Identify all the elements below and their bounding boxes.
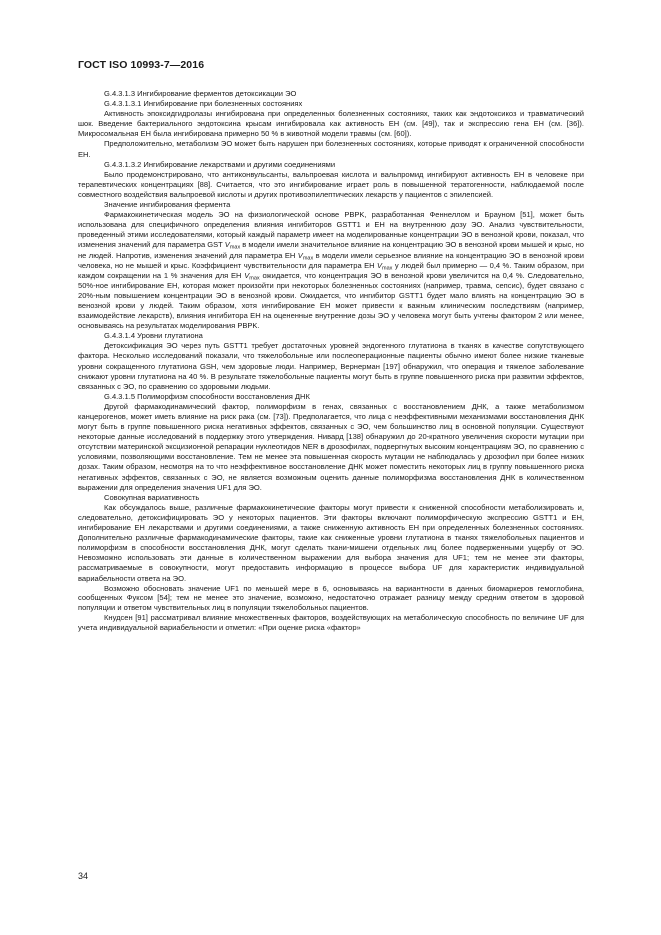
document-body bbox=[78, 89, 584, 633]
paragraph-knudsen: Кнудсен [91] рассматривал влияние множественных факторов, воздействующих на метаболическую способность по величине UF для учета индивидуальной вариабельности и отметил: «При оценке риска «фактор» bbox=[78, 612, 584, 632]
subheading-enzyme-inhibition: Значение ингибирования фермента bbox=[104, 200, 231, 210]
paragraph-uf1-value: Возможно обосновать значение UF1 по меньшей мере в 6, основываясь на вариантности в данных биомаркеров гемоглобина, сообщенных Фуксом [54]; тем не менее это значение, возможно, недостаточно отражает разницу между средним ответом в здоровой популяции и ответом чувствительных лиц в популяции тяжелобольных пациентов. bbox=[78, 583, 584, 612]
subheading-cumulative-variability: Совокупная вариативность bbox=[104, 492, 200, 502]
paragraph-anticonvulsants: Было продемонстрировано, что антиконвульсанты, вальпроевая кислота и вальпромид ингибируют активность ЕН в человеке при терапевтических концентрациях [88]. Считается, что это ингибирование играет роль в повышенной тератогенности, наблюдаемой после совместного воздействия вальпроевой кислоты и других противоэпилептических лекарств у пациентов с эпилепсией. bbox=[78, 169, 584, 199]
page-number: 34 bbox=[78, 871, 89, 881]
paragraph-metabolism-disruption: Предположительно, метаболизм ЭО может быть нарушен при болезненных состояниях, которые приводят к ограниченной способности ЕН. bbox=[78, 139, 584, 159]
paragraph-pharmacokinetic-factors: Как обсуждалось выше, различные фармакокинетические факторы могут привести к сниженной способности метаболизировать и, следовательно, детоксифицировать ЭО у некоторых пациентов. Эти факторы включают полиморфическую экспрессию GSTT1 и ЕН, ингибирование ЕН лекарствами и другими соединениями, а также сниженную активность ЕН при определенных болезненных состояниях. Дополнительно различные фармакодинамические факторы, такие как сниженные уровни глутатиона в тканях тяжелобольных пациентов и полиморфизм в способности восстановления ДНК, могут сделать ткани-мишени отдельных лиц более подверженными ущербу от ЭО. Невозможно использовать эти данные в количественном выражении для выбора значения для UF1; тем не менее эти факторы, рассматриваемые в совокупности, могут предоставить информацию в процессе выбора UF для характеристик индивидуальной вариабельности ответа на ЭО. bbox=[78, 502, 584, 583]
section-heading-g43132: G.4.3.1.3.2 Ингибирование лекарствами и другими соединениями bbox=[104, 159, 336, 169]
paragraph-pbpk-model: Фармакокинетическая модель ЭО на физиологической основе PBPK, разработанная Феннеллом и Брауном [51], может быть использована для специфичного определения влияния ингибиторов GSTT1 и ЕН на внутреннюю дозу ЭО. Анализ чувствительности, проведенный этими исследователями, который каждый параметр имеет на моделированные концентрации ЭО в венозной крови, показал, что изменения значений для параметра GST $V_{max}$ в модели имели значительное влияние на концентрацию ЭО в венозной крови мышей и крыс, но не людей. Напротив, изменения значений для параметра ЕН $V_{max}$ в модели имели серьезное влияние на концентрацию ЭО в венозной крови человека, но не мышей и крыс. Коэффициент чувствительности для параметра ЕН $V_{max}$ у людей был примерно — 0,4 %. Таким образом, при каждом сокращении на 1 % значения для ЕН $V_{max}$ ожидается, что концентрация ЭО в венозной крови увеличится на 0,4 %. Следовательно, 50%-ное ингибирование ЕН, которая может произойти при некоторых болезненных состояниях (например, травма, сепсис), будет связано с 20%-ным повышением концентрации ЭО в венозной крови. Ожидается, что ингибитор GSTT1 будет мало влиять на концентрацию ЭО в венозной крови у людей. Таким образом, хотя ингибирование ЕН может привести к важным клиническим последствиям (например, взаимодействие лекарств), влияния ингибитора ЕН на оцененные внутренние дозы ЭО у человека могут быть учтены фактором 2 или менее, основываясь на результатах моделирования PBPK. bbox=[78, 210, 585, 331]
section-heading-g4315: G.4.3.1.5 Полиморфизм способности восстановления ДНК bbox=[104, 391, 310, 401]
paragraph-glutathione: Детоксификация ЭО через путь GSTT1 требует достаточных уровней эндогенного глутатиона в тканях в качестве сопутствующего фактора. Несколько исследований показали, что тяжелобольные или послеоперационные пациенты обычно имеют более низкие тканевые уровни сокращенного глутатиона GSH, чем здоровые люди. Например, Вернерман [197] обнаружил, что операция и тяжелое заболевание снижают уровни глутатиона на 40 %. В результате тяжелобольные пациенты могут быть в группе повышенного риска при развитии эффектов, связанных с ЭО, по сравнению со здоровыми людьми. bbox=[78, 341, 584, 391]
section-heading-g43131: G.4.3.1.3.1 Ингибирование при болезненных состояниях bbox=[104, 99, 303, 109]
paragraph-dna-repair: Другой фармакодинамический фактор, полиморфизм в генах, связанных с восстановлением ДНК, а также метаболизмом канцерогенов, может иметь влияние на риск рака (см. [73]). Предполагается, что лица с неэффективными механизмами восстановления ДНК могут быть в группе повышенного риска негативных эффектов, связанных с ЭО, чем большинство лиц в основной популяции. Существуют некоторые данные исследований в поддержку этого утверждения. Нивард [138] обнаружил до 20-кратного увеличения скорости мутации при отсутствии материнской эксцизионной репарации нуклеотидов NER в дрозофилах, подвергнутых высоким концентрациям ЭО, по сравнению с условиями, позволяющими восстановление. Тем не менее эта повышенная скорость мутации не наблюдалась у дрозофил при более низких дозах. Таким образом, несмотря на то что неэффективное восстановление ДНК может поместить некоторых лиц в группу повышенного риска негативных эффектов, связанных с ЭО, не является возможным оценить данные полиморфизма восстановления ДНК в количественном выражении для определения значения UF1 для ЭО. bbox=[78, 401, 584, 492]
document-header: ГОСТ ISO 10993-7—2016 bbox=[78, 59, 205, 71]
section-heading-g4313: G.4.3.1.3 Ингибирование ферментов детоксикации ЭО bbox=[104, 89, 297, 98]
section-heading-g4314: G.4.3.1.4 Уровни глутатиона bbox=[104, 331, 203, 341]
paragraph-epoxide-hydrolase: Активность эпоксидгидролазы ингибирована при определенных болезненных состояниях, таких как эндотоксикоз и травматический шок. Введение бактериального эндотоксина крысам ингибировала как активность ЕН (см. [49]), так и экспрессию гена ЕН (см. [36]). Микросомальная ЕН была ингибирована примерно 50 % в животной модели травмы (см. [60]). bbox=[78, 109, 584, 139]
